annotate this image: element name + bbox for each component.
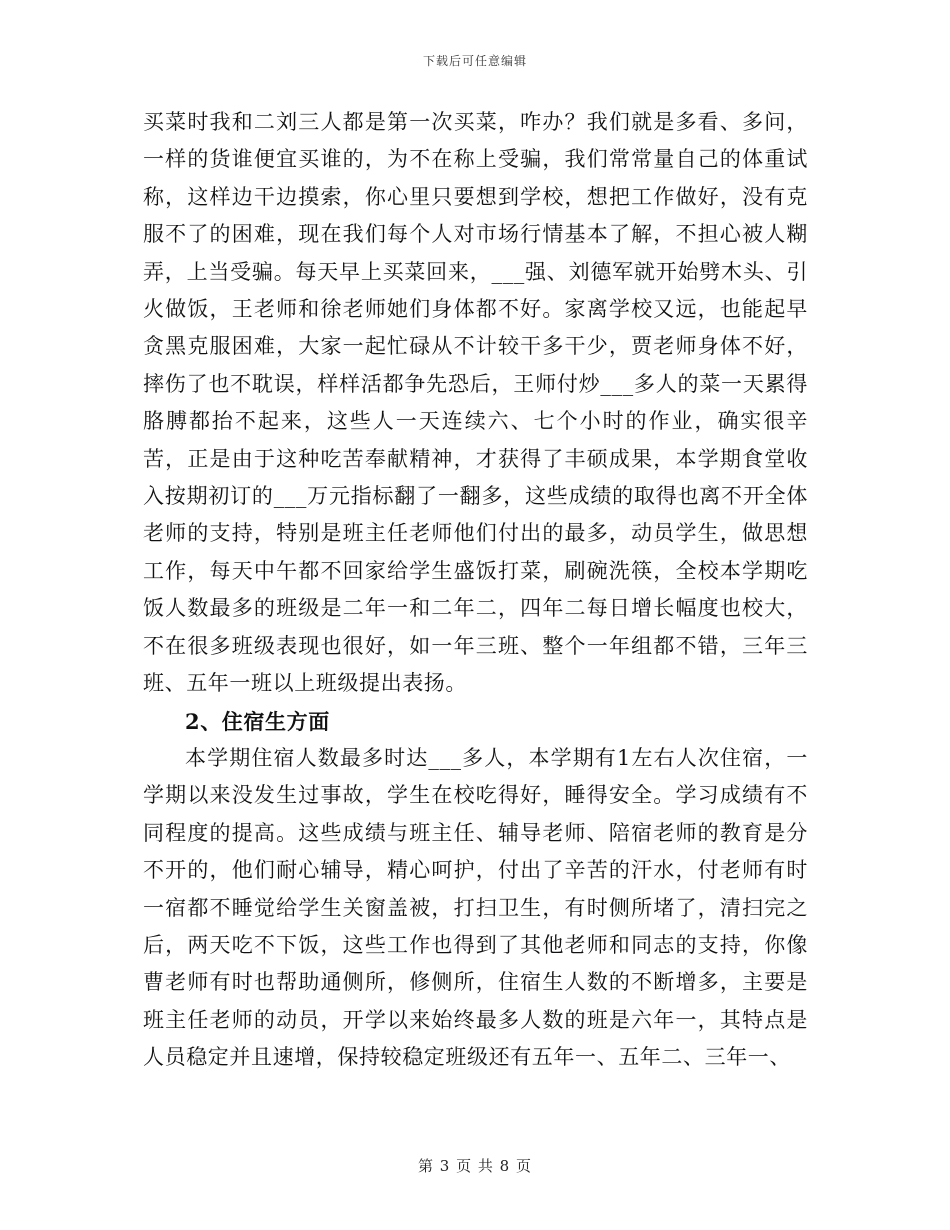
page-number-footer: 第 3 页 共 8 页 [418,1157,532,1175]
section-heading-boarding-students: 2、住宿生方面 [185,708,330,734]
paragraph-canteen-continued: 买菜时我和二刘三人都是第一次买菜，咋办？我们就是多看、多问，一样的货谁便宜买谁的，为不在称上受骗，我们常常量自己的体重试称，这样边干边摸索，你心里只要想到学校，想把工作做好，没有克服不了的困难，现在我们每个人对市场行情基本了解，不担心被人糊弄，上当受骗。每天早上买菜回来，___强、刘德军就开始劈木头、引火做饭，王老师和徐老师她们身体都不好。家离学校又远，也能起早贪黑克服困难，大家一起忙碌从不计较干多干少，贾老师身体不好，摔伤了也不耽误，样样活都争先恐后，王师付炒___多人的菜一天累得胳膊都抬不起来，这些人一天连续六、七个小时的作业，确实很辛苦，正是由于这种吃苦奉献精神，才获得了丰硕成果，本学期食堂收入按期初订的___万元指标翻了一翻多，这些成绩的取得也离不开全体老师的支持，特别是班主任老师他们付出的最多，动员学生，做思想工作，每天中午都不回家给学生盛饭打菜，刷碗洗筷，全校本学期吃饭人数最多的班级是二年一和二年二，四年二每日增长幅度也校大，不在很多班级表现也很好，如一年三班、整个一年组都不错，三年三班、五年一班以上班级提出表扬。 [143,110,808,696]
page-header: 下载后可任意编辑 [422,54,527,68]
paragraph-boarding-students: 本学期住宿人数最多时达___多人，本学期有1左右人次住宿，一学期以来没发生过事故，学生在校吃得好，睡得安全。学习成绩有不同程度的提高。这些成绩与班主任、辅导老师、陪宿老师的教育是分不开的，他们耐心辅导，精心呵护，付出了辛苦的汗水，付老师有时一宿都不睡觉给学生关窗盖被，打扫卫生，有时侧所堵了，清扫完之后，两天吃不下饭，这些工作也得到了其他老师和同志的支持，你像曹老师有时也帮助通侧所，修侧所，住宿生人数的不断增多，主要是班主任老师的动员，开学以来始终最多人数的班是六年一，其特点是人员稳定并且速增，保持较稳定班级还有五年一、五年二、三年一、 [143,745,808,1070]
document-body [143,104,808,1077]
